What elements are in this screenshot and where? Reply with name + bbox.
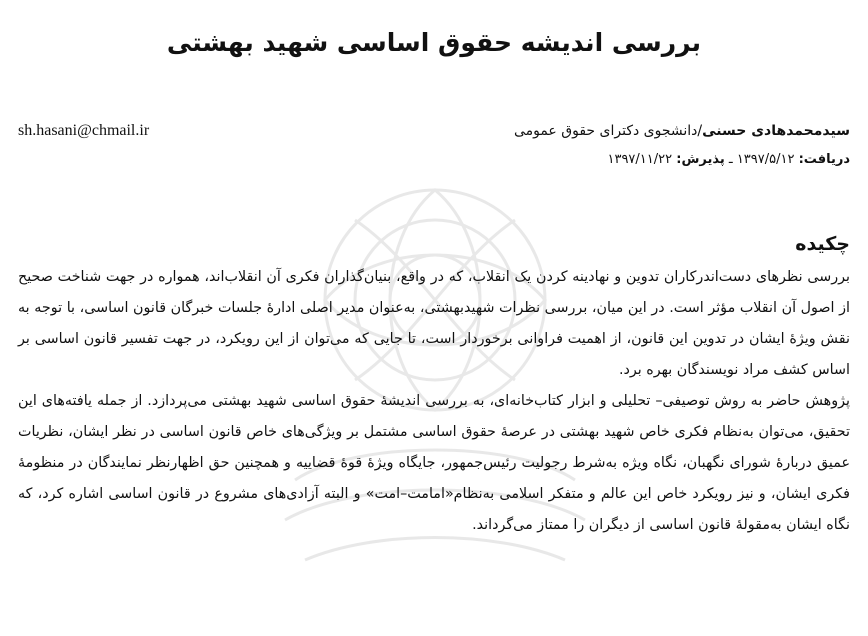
author-affiliation: /دانشجوی دکترای حقوق عمومی: [513, 123, 703, 139]
abstract-body: [18, 262, 850, 541]
abstract-paragraph-2: پژوهش حاضر به روش توصیفی– تحلیلی و ابزار کتاب‌خانه‌ای، به بررسی اندیشهٔ حقوق اساسی شهید بهشتی می‌پردازد. از جمله یافته‌های این تحقیق، می‌توان به‌نظام فکری خاص شهید بهشتی در عرصهٔ حقوق اساسی مشتمل بر ویژگی‌های خاص قانون اساسی در نظر ایشان، نظریات عمیق دربارهٔ شورای نگهبان، نگاه ویژه به‌شرط رجولیت رئیس‌جمهور، جایگاه ویژهٔ قوهٔ قضاییه و همچنین حق اظهارنظر نمایندگان در منظومهٔ فکری ایشان، و نیز رویکرد خاص این عالم و متفکر اسلامی به‌نظام«امامت–امت» و البته آزادی‌های مشروع در قانون اساسی اشاره کرد، که نگاه ایشان به‌مقولهٔ قانون اساسی از دیگران را ممتاز می‌گرداند.: [18, 393, 850, 533]
abstract-heading: چکیده: [795, 233, 850, 255]
author-name: سیدمحمدهادی حسنی: [702, 123, 850, 139]
abstract-paragraph-1: بررسی نظرهای دست‌اندرکاران تدوین و نهادینه کردن یک انقلاب، که در واقع، بنیان‌گذاران فکری آن انقلاب‌اند، همواره در جهت شناخت صحیح از اصول آن انقلاب مؤثر است. در این میان، بررسی نظرات شهیدبهشتی، به‌عنوان مدیر اصلی ادارهٔ جلسات خبرگان قانون اساسی، با توجه به نقش ویژهٔ ایشان در تدوین این قانون، از اهمیت فراوانی برخوردار است، تا جایی که می‌توان از این رویکرد، در جهت تفسیر قانون اساسی بر اساس کشف مراد نویسندگان بهره برد.: [18, 269, 850, 378]
accepted-date: ۱۳۹۷/۱۱/۲۲: [607, 152, 677, 167]
author-line: [514, 123, 850, 139]
received-label: دریافت:: [798, 152, 850, 167]
author-email: sh.hasani@chmail.ir: [18, 122, 150, 139]
received-date: ۱۳۹۷/۵/۱۲ ـ: [724, 152, 799, 167]
accepted-label: پذیرش:: [676, 152, 725, 167]
submission-dates: [607, 152, 850, 167]
paper-title: بررسی اندیشه حقوق اساسی شهید بهشتی: [166, 28, 702, 57]
